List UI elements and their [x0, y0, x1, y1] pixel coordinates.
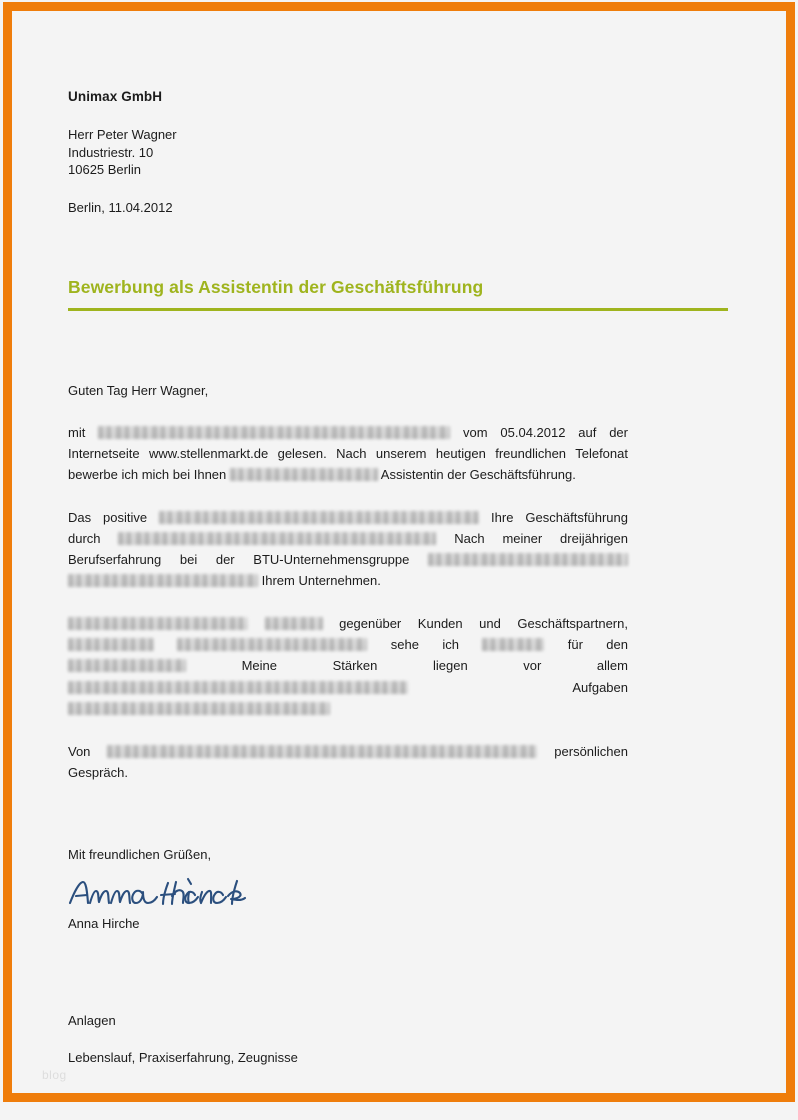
paragraph-3: gegenüber Kunden und Geschäftspartnern, sehe ich für den Meine Stärken liegen vor allem Aufgaben	[68, 613, 628, 718]
paragraph-2: Das positive Ihre Geschäftsführung durch Nach meiner dreijährigen Berufserfahrung bei der BTU-Unternehmensgruppe Ihrem Unternehmen.	[68, 510, 628, 589]
redacted-text-block	[68, 702, 330, 715]
attachments-section	[68, 1013, 730, 1065]
redacted-text-block	[68, 617, 248, 630]
redacted-text-block	[98, 426, 450, 439]
redacted-text-block	[230, 468, 378, 481]
redacted-text-block	[177, 638, 367, 651]
redacted-text-block	[265, 617, 323, 630]
signer-name: Anna Hirche	[68, 915, 140, 931]
redacted-text-block	[68, 574, 258, 587]
company-name: Unimax GmbH	[68, 89, 163, 104]
redacted-text-block	[68, 638, 154, 651]
letter-body	[68, 422, 730, 783]
letter-subject-heading: Bewerbung als Assistentin der Geschäftsführung	[68, 277, 484, 298]
redacted-text-block	[482, 638, 544, 651]
redacted-text-block	[118, 532, 436, 545]
attachments-list: Lebenslauf, Praxiserfahrung, Zeugnisse	[68, 1049, 298, 1065]
recipient-street: Industriestr. 10	[68, 144, 154, 160]
recipient-address	[68, 126, 730, 178]
redacted-text-block	[68, 659, 186, 672]
redacted-text-block	[68, 681, 408, 694]
recipient-name: Herr Peter Wagner	[68, 127, 177, 143]
paragraph-4: Von persönlichen Gespräch.	[68, 743, 628, 780]
attachments-title: Anlagen	[68, 1012, 116, 1028]
redacted-text-block	[159, 511, 479, 524]
paragraph-1: mit vom 05.04.2012 auf der Internetseite www.stellenmarkt.de gelesen. Nach unserem heutigen freundlichen Telefonat bewerbe ich mich bei Ihnen Assistentin der Geschäftsführung.	[68, 425, 628, 483]
salutation: Guten Tag Herr Wagner,	[68, 383, 209, 399]
letter-content	[68, 88, 730, 1065]
recipient-city: 10625 Berlin	[68, 161, 141, 177]
blog-watermark: blog	[42, 1068, 67, 1082]
place-and-date: Berlin, 11.04.2012	[68, 200, 173, 216]
subject-underline-rule	[68, 308, 728, 311]
redacted-text-block	[428, 553, 628, 566]
redacted-text-block	[107, 745, 537, 758]
closing-phrase: Mit freundlichen Grüßen,	[68, 846, 212, 862]
handwritten-signature	[68, 876, 730, 910]
